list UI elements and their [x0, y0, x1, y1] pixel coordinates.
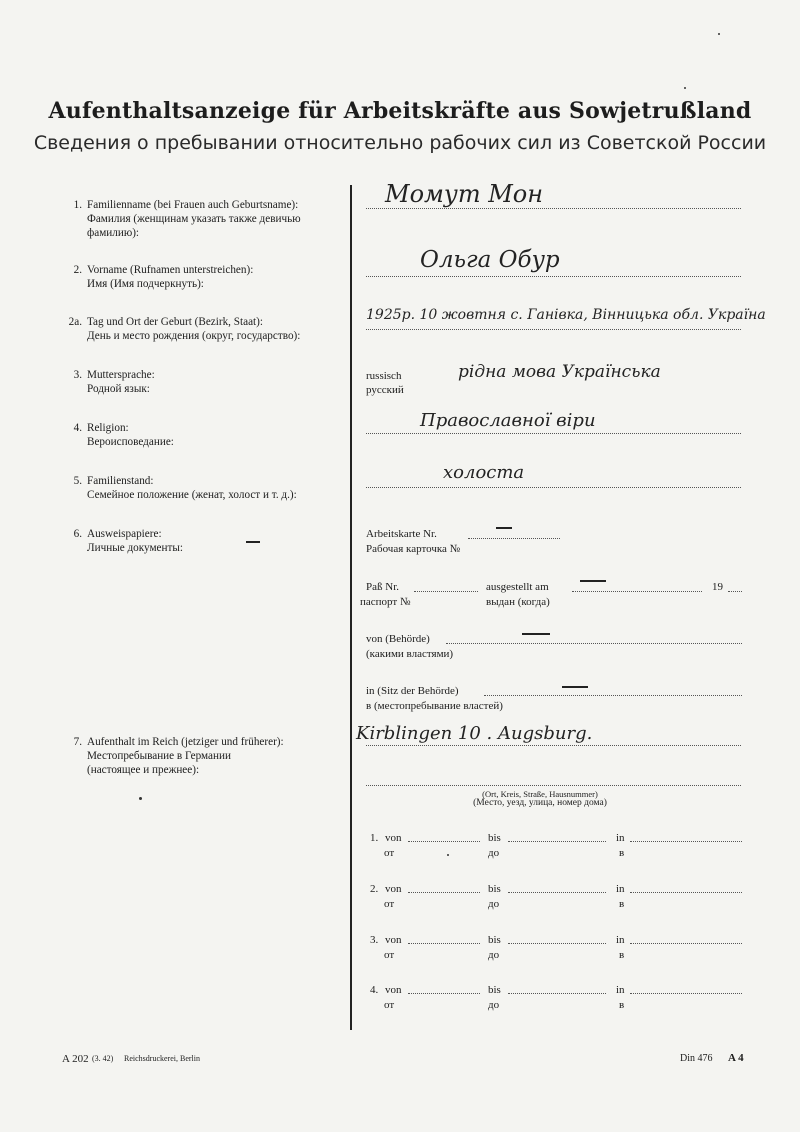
pass-line [414, 591, 478, 592]
title-german: Aufenthaltsanzeige für Arbeitskräfte aus Sowjetrußland [48, 98, 752, 124]
caption-ru: (Место, уезд, улица, номер дома) [473, 798, 607, 808]
do-label: до [488, 999, 500, 1011]
do-label: до [488, 847, 500, 859]
field-number: 3. [73, 369, 82, 381]
von-label: von [385, 984, 402, 996]
bis-line [508, 892, 606, 893]
handwritten-surname: Момут Мон [385, 180, 544, 208]
label-ru-cont: (настоящее и прежнее): [87, 764, 200, 776]
von-label: von [385, 832, 402, 844]
field-number: 7. [73, 736, 82, 748]
bis-label: bis [488, 832, 501, 844]
field-2a-label [62, 315, 350, 343]
handwritten-marital: холоста [443, 462, 525, 483]
kakimi-label: (какими властями) [366, 648, 454, 660]
label-ru: Местопребывание в Германии [87, 750, 231, 762]
field-number: 2. [73, 264, 82, 276]
ausgestellt-label: ausgestellt am [486, 581, 549, 593]
in-label: in [616, 832, 625, 844]
year-prefix: 19 [712, 581, 723, 593]
in-line [630, 943, 742, 944]
von-line [408, 943, 480, 944]
row-number: 2. [370, 883, 379, 895]
row-number: 3. [370, 934, 379, 946]
v-label: в [619, 949, 625, 961]
label-ru: Имя (Имя подчеркнуть): [87, 278, 204, 290]
answer-line-5 [366, 487, 741, 488]
printed-russkiy: русский [366, 384, 404, 396]
ot-label: от [384, 999, 395, 1011]
in-line [630, 993, 742, 994]
v-label: в [619, 898, 625, 910]
dash-mark [496, 527, 512, 529]
ot-label: от [384, 949, 395, 961]
in-label: in [616, 984, 625, 996]
label-de: Aufenthalt im Reich (jetziger und früherer): [87, 736, 284, 748]
column-divider [350, 185, 352, 1030]
arbeitskarte-label: Arbeitskarte Nr. [366, 528, 437, 540]
bis-label: bis [488, 934, 501, 946]
label-ru-cont: фамилию): [87, 227, 140, 239]
footer-form-number: A 202 [62, 1053, 89, 1065]
vydan-label: выдан (когда) [486, 596, 550, 608]
field-4-label [62, 421, 350, 449]
row-number: 4. [370, 984, 379, 996]
dash-mark [246, 541, 260, 543]
field-number: 6. [73, 528, 82, 540]
in-label: in [616, 934, 625, 946]
rabochaya-label: Рабочая карточка № [366, 543, 461, 555]
answer-line-1 [366, 208, 741, 209]
dash-mark [522, 633, 550, 635]
label-de: Religion: [87, 422, 129, 434]
answer-line-7 [366, 745, 741, 746]
handwritten-firstname: Ольга Обур [420, 247, 560, 273]
field-6-label [62, 527, 350, 555]
row-number: 1. [370, 832, 379, 844]
field-3-label [62, 368, 350, 396]
ink-speck [684, 87, 686, 89]
dash-mark [580, 580, 606, 582]
handwritten-birth: 1925р. 10 жовтня с. Ганівка, Вінницька обл. Україна [366, 307, 766, 323]
field-2-label [62, 263, 350, 291]
label-de: Ausweispapiere: [87, 528, 162, 540]
ink-speck [447, 854, 449, 856]
v-label: в [619, 999, 625, 1011]
pasport-label: паспорт № [360, 596, 411, 608]
von-label: von [385, 934, 402, 946]
printed-russisch: russisch [366, 370, 402, 382]
field-number: 1. [73, 199, 82, 211]
label-de: Familienstand: [87, 475, 154, 487]
field-1-label [62, 198, 350, 240]
answer-line-4 [366, 433, 741, 434]
v-label: в [619, 847, 625, 859]
bis-line [508, 943, 606, 944]
ot-label: от [384, 847, 395, 859]
footer-size: A 4 [728, 1052, 744, 1064]
label-de: Vorname (Rufnamen unterstreichen): [87, 264, 254, 276]
mesto-vlastey-label: в (местопребывание властей) [366, 700, 503, 712]
caption-de: (Ort, Kreis, Straße, Hausnummer) [482, 789, 598, 799]
label-ru: День и место рождения (округ, государство): [87, 330, 301, 342]
in-line [630, 892, 742, 893]
ink-dot [139, 797, 142, 800]
label-de: Familienname (bei Frauen auch Geburtsname): [87, 199, 299, 211]
von-line [408, 993, 480, 994]
behoerde-line [446, 643, 742, 644]
label-ru: Личные документы: [87, 542, 184, 554]
bis-label: bis [488, 883, 501, 895]
in-line [630, 841, 742, 842]
field-number: 2a. [68, 316, 82, 328]
address-line [366, 785, 741, 786]
von-behoerde-label: von (Behörde) [366, 633, 430, 645]
arbeitskarte-line [468, 538, 560, 539]
label-ru: Фамилия (женщинам указать также девичью [87, 213, 301, 225]
footer-date: (3. 42) [92, 1054, 114, 1063]
field-7-label [62, 735, 350, 777]
label-ru: Вероисповедание: [87, 436, 174, 448]
von-line [408, 892, 480, 893]
year-line [728, 591, 742, 592]
bis-line [508, 841, 606, 842]
in-sitz-label: in (Sitz der Behörde) [366, 685, 459, 697]
ink-speck [718, 33, 720, 35]
label-de: Muttersprache: [87, 369, 155, 381]
ot-label: от [384, 898, 395, 910]
answer-line-2 [366, 276, 741, 277]
title-russian: Сведения о пребывании относительно рабочих сил из Советской России [33, 132, 767, 154]
sitz-line [484, 695, 742, 696]
bis-label: bis [488, 984, 501, 996]
label-ru: Семейное положение (женат, холост и т. д.): [87, 489, 297, 501]
field-5-label [62, 474, 350, 502]
field-number: 5. [73, 475, 82, 487]
von-label: von [385, 883, 402, 895]
field-number: 4. [73, 422, 82, 434]
do-label: до [488, 898, 500, 910]
von-line [408, 841, 480, 842]
handwritten-religion: Православної віри [420, 410, 596, 431]
ausgestellt-line [572, 591, 702, 592]
in-label: in [616, 883, 625, 895]
footer-printer: Reichsdruckerei, Berlin [124, 1054, 200, 1063]
footer-din: Din 476 [680, 1053, 713, 1064]
label-ru: Родной язык: [87, 383, 150, 395]
handwritten-residence: Kirblingen 10 . Augsburg. [356, 723, 593, 744]
answer-line-2a [366, 329, 741, 330]
label-de: Tag und Ort der Geburt (Bezirk, Staat): [87, 316, 263, 328]
pass-label: Paß Nr. [366, 581, 399, 593]
dash-mark [562, 686, 588, 688]
bis-line [508, 993, 606, 994]
handwritten-mothertongue: рідна мова Українська [458, 362, 661, 382]
do-label: до [488, 949, 500, 961]
